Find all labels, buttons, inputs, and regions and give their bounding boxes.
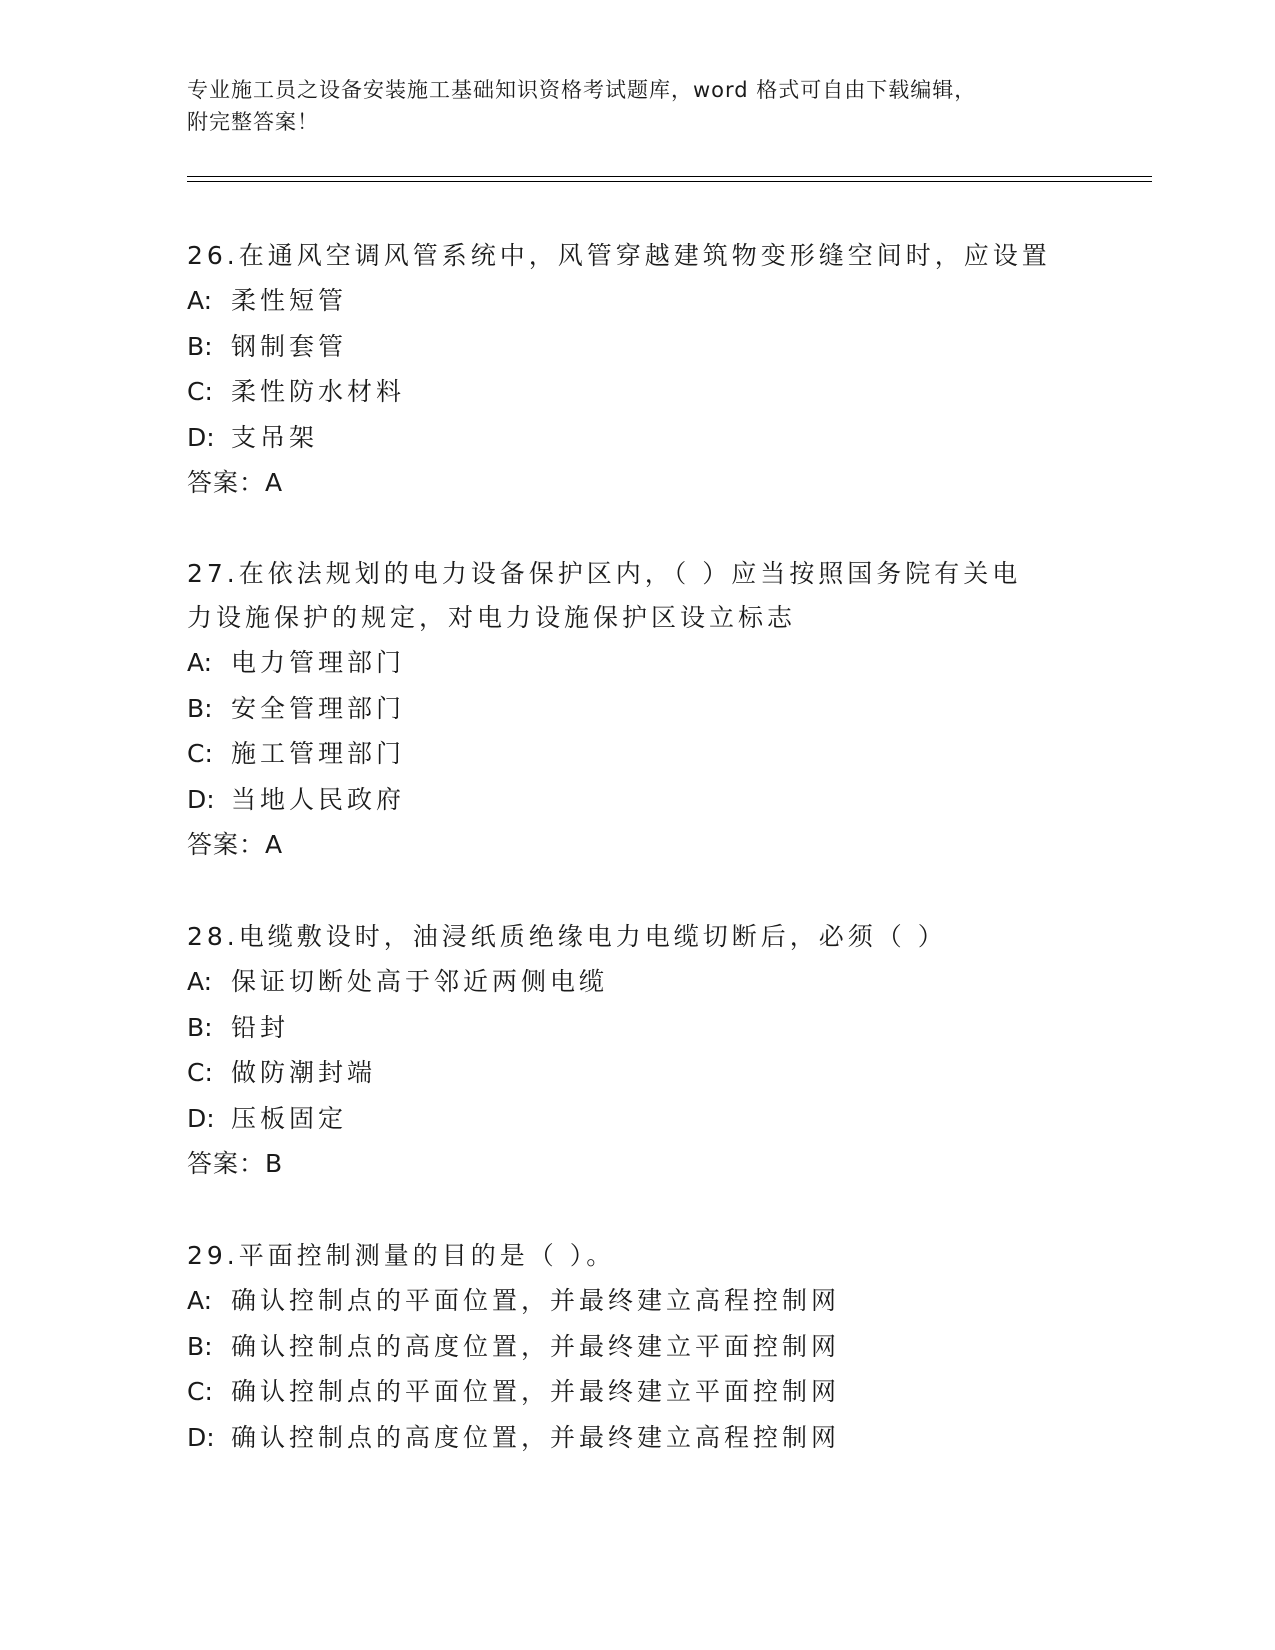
option-key: A: [187, 1286, 213, 1315]
option-key: D: [187, 1103, 215, 1133]
question-stem: 28.电缆敷设时，油浸纸质绝缘电力电缆切断后，必须（ ） [187, 922, 947, 951]
option-key: B: [187, 693, 213, 723]
document-header [187, 74, 1087, 138]
option-key: B: [187, 1012, 213, 1042]
option-key: B: [187, 1331, 213, 1361]
option-text: 当地人民政府 [231, 784, 406, 814]
option-key: A: [187, 967, 213, 996]
option-text: 钢制套管 [231, 331, 348, 361]
answer-value: B [265, 1149, 283, 1178]
option-text: 电力管理部门 [231, 648, 406, 677]
header-divider-top [187, 176, 1152, 177]
question-stem: 26.在通风空调风管系统中，风管穿越建筑物变形缝空间时，应设置 [187, 241, 1051, 270]
option-b [187, 1005, 1087, 1051]
option-text: 支吊架 [231, 422, 319, 452]
option-key: C: [187, 377, 213, 406]
option-a [187, 278, 1087, 324]
option-text: 柔性短管 [231, 286, 348, 315]
option-key: D: [187, 422, 215, 452]
option-a [187, 640, 1087, 686]
option-text: 安全管理部门 [231, 693, 406, 723]
option-text: 保证切断处高于邻近两侧电缆 [231, 967, 609, 996]
option-key: A: [187, 648, 213, 677]
option-text: 压板固定 [231, 1103, 348, 1133]
answer-value: A [265, 830, 283, 859]
answer-label: 答案： [187, 468, 266, 497]
answer-label: 答案： [187, 1149, 266, 1178]
question-stem: 29.平面控制测量的目的是（ ）。 [187, 1241, 616, 1270]
option-c [187, 731, 1087, 777]
header-line-1: 专业施工员之设备安装施工基础知识资格考试题库，word 格式可自由下载编辑， [187, 78, 977, 102]
option-c [187, 1369, 1087, 1415]
answer-value: A [265, 468, 283, 497]
question-28 [187, 915, 1087, 1186]
option-d [187, 1096, 1087, 1142]
option-key: C: [187, 739, 213, 768]
option-key: D: [187, 784, 215, 814]
answer-line [187, 822, 1087, 867]
option-key: B: [187, 331, 213, 361]
option-b [187, 686, 1087, 732]
answer-line [187, 460, 1087, 505]
question-26 [187, 234, 1087, 505]
answer-line [187, 1141, 1087, 1186]
question-29 [187, 1234, 1087, 1460]
answer-label: 答案： [187, 830, 266, 859]
option-text: 确认控制点的高度位置，并最终建立平面控制网 [231, 1331, 841, 1361]
option-text: 铅封 [231, 1012, 290, 1042]
option-c [187, 1050, 1087, 1096]
option-a [187, 959, 1087, 1005]
option-c [187, 369, 1087, 415]
option-key: C: [187, 1058, 213, 1087]
option-d [187, 1415, 1087, 1461]
header-line-2: 附完整答案！ [187, 110, 319, 134]
option-text: 确认控制点的平面位置，并最终建立高程控制网 [231, 1286, 841, 1315]
option-d [187, 415, 1087, 461]
option-text: 做防潮封端 [231, 1058, 377, 1087]
option-b [187, 324, 1087, 370]
option-key: A: [187, 286, 213, 315]
option-key: C: [187, 1377, 213, 1406]
question-27 [187, 552, 1087, 867]
option-text: 柔性防水材料 [231, 377, 406, 406]
option-b [187, 1324, 1087, 1370]
option-text: 施工管理部门 [231, 739, 406, 768]
header-divider-bottom [187, 181, 1152, 182]
question-stem: 27.在依法规划的电力设备保护区内，（ ）应当按照国务院有关电力设施保护的规定，对电力设施保护区设立标志 [187, 559, 1022, 632]
option-text: 确认控制点的高度位置，并最终建立高程控制网 [231, 1422, 841, 1452]
option-d [187, 777, 1087, 823]
option-key: D: [187, 1422, 215, 1452]
option-text: 确认控制点的平面位置，并最终建立平面控制网 [231, 1377, 841, 1406]
option-a [187, 1278, 1087, 1324]
